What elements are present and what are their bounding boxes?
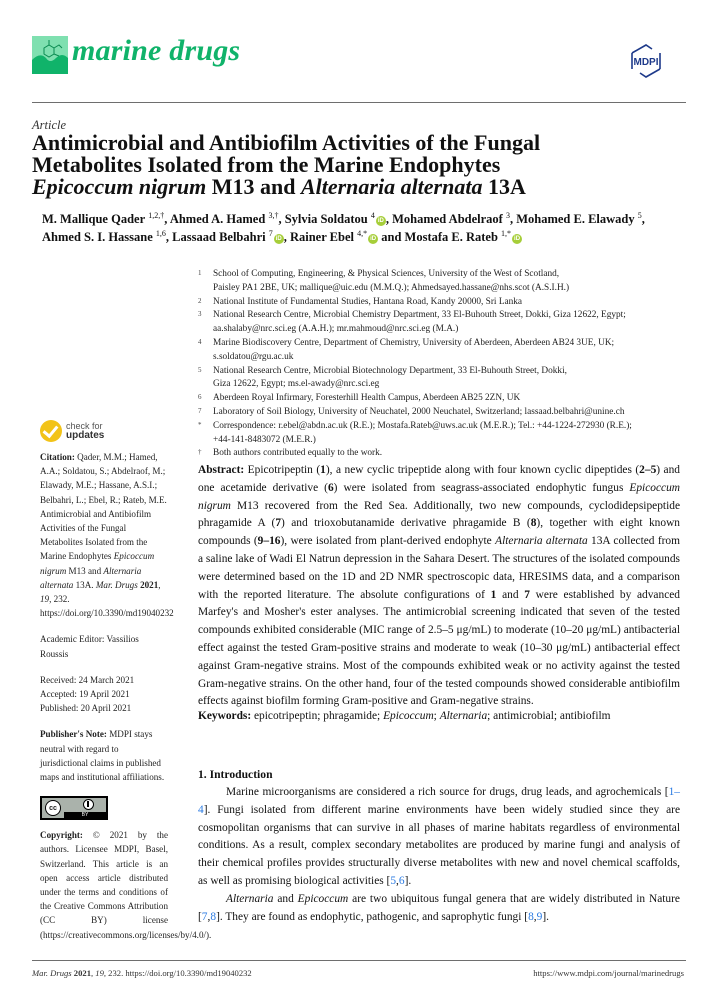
author-name: Mohamed E. Elawady — [516, 212, 635, 226]
affiliation-line: Marine Biodiscovery Centre, Department of Chemistry, University of Aberdeen, Aberdeen AB24 3UE, UK; — [213, 337, 615, 348]
copyright-text: © 2021 by the authors. Licensee MDPI, Basel, Switzerland. This article is an open access article distributed under the terms and conditions of the Creative Commons Attribution (CC BY) license (https://creativecommons.org/licenses/by/4.0/). — [40, 830, 212, 940]
affiliation-mark: 7 — [198, 406, 202, 415]
affiliation-item — [198, 268, 688, 296]
compound-number: 2–5 — [639, 464, 657, 476]
affiliation-line: Aberdeen Royal Infirmary, Foresterhill Health Campus, Aberdeen AB25 2ZN, UK — [213, 393, 521, 404]
publishers-note-text: MDPI stays neutral with regard to jurisdictional claims in published maps and institutional affiliations. — [40, 729, 165, 783]
italic-term: Epicoccum — [383, 710, 434, 722]
section-heading-introduction: 1. Introduction — [198, 768, 273, 781]
author-name: Ahmed S. I. Hassane — [42, 230, 153, 244]
citation-text: M13 and — [66, 565, 104, 576]
text-segment: , — [396, 874, 399, 887]
text-segment: M13 recovered from the Red Sea. Additionally, two new compounds, cyclodidepsipeptide phragamide A ( — [198, 499, 680, 530]
citation-label: Citation: — [40, 452, 75, 462]
cc-by-license-badge[interactable] — [40, 796, 108, 820]
abstract-label: Abstract: — [198, 464, 245, 476]
author-affiliation-marks: 7 — [268, 228, 273, 238]
attribution-person-icon — [83, 799, 94, 810]
text-segment: Epicotripeptin ( — [244, 464, 321, 476]
article-type: Article — [32, 118, 67, 132]
received-date: Received: 24 March 2021 — [40, 674, 135, 685]
text-segment: Marine microorganisms are considered a rich source for drugs, drug leads, and agrochemicals [ — [226, 786, 669, 798]
accepted-date: Accepted: 19 April 2021 — [40, 689, 130, 700]
orcid-icon[interactable]: iD — [377, 218, 384, 224]
citation-text: Qader, M.M.; Hamed, A.A.; Soldatou, S.; Abdelraof, M.; Elawady, M.E.; Hassane, A.S.I.; Belbahri, L.; Ebel, R.; Rateb, M.E. Antimicrobial and Antibiofilm Activities of the Fungal Metabolites Isolated from the Marine Endophytes — [40, 452, 167, 562]
reference-link[interactable]: 5 — [390, 874, 397, 887]
check-updates-line1: check for — [66, 421, 103, 431]
author-name: Lassaad Belbahri — [172, 230, 266, 244]
citation: Citation: Qader, M.M.; Hamed, A.A.; Soldatou, S.; Abdelraof, M.; Elawady, M.E.; Hassane, A.S.I.; Belbahri, L.; Ebel, R.; Rateb, M.E. Antimicrobial and Antibiofilm Activities of the Fungal Metabolites Isolated from the Marine Endophytes Epicoccum nigrum M13 and Alternaria alternata 13A. Mar. Drugs 2021, 19, 232. https://doi.org/10.3390/md19040232 — [40, 452, 174, 619]
text-segment: ]. — [404, 874, 412, 887]
footer-year: 2021 — [73, 968, 91, 978]
author-affiliation-marks: 3 — [505, 210, 510, 220]
cc-by-label: BY — [64, 812, 106, 818]
footer-citation: Mar. Drugs 2021, 19, 232. https://doi.org/10.3390/md19040232 — [32, 968, 252, 978]
reference-link[interactable]: 9 — [536, 910, 543, 923]
text-segment: , — [207, 910, 211, 923]
title-line: Antimicrobial and Antibiofilm Activities of the Fungal — [32, 130, 541, 155]
italic-term: Alternaria — [439, 710, 488, 722]
abstract — [198, 462, 680, 711]
check-icon — [40, 420, 62, 442]
affiliation-mark: 3 — [198, 310, 202, 319]
svg-text:MDPI: MDPI — [633, 57, 659, 68]
footer-journal: Mar. Drugs — [32, 968, 72, 978]
reference-link[interactable]: 7 — [201, 910, 208, 923]
compound-number: 1 — [320, 464, 326, 476]
affiliation-mark: 6 — [198, 393, 202, 402]
text-segment: ]. — [542, 910, 549, 923]
affiliation-line: Both authors contributed equally to the work. — [213, 448, 383, 459]
check-updates-label — [66, 422, 104, 440]
text-segment: ) and one acetamide derivative ( — [198, 464, 681, 494]
affiliation-line: National Research Centre, Microbial Biotechnology Department, 33 El-Buhouth Street, Dokki, — [213, 365, 567, 376]
text-segment: ), a new cyclic tripeptide along with four known cyclic dipeptides ( — [325, 464, 640, 476]
compound-number: 1 — [490, 588, 497, 601]
footer-doi-link[interactable]: , 232. https://doi.org/10.3390/md19040232 — [103, 968, 252, 978]
italic-term: Epicoccum nigrum — [198, 481, 680, 512]
introduction-paragraph — [198, 891, 680, 927]
title-text: 13A — [482, 174, 526, 199]
author[interactable] — [42, 212, 164, 226]
sidebar-metadata — [40, 420, 212, 942]
text-segment: ]. They are found as endophytic, pathogenic, and saprophytic fungi [ — [216, 910, 529, 923]
author-list: M. Mallique Qader $^{1,2,\dagger}$, Ahmed A. Hamed $^{3,\dagger}$, Sylvia Soldatou $^4$iD , Mohamed Abdelraof $^3$, Mohamed E. Elawady $^5$, Ahmed S. I. Hassane $^{1,6}$, Lassaad Belbahri $^7$iD , Rainer Ebel $^{4,*}$iD and Mostafa E. Rateb $^{1,*}$iD — [42, 210, 645, 244]
affiliation-line: Laboratory of Soil Biology, University of Neuchatel, 2000 Neuchatel, Switzerland; lassaad.belbahri@unine.ch — [213, 406, 625, 417]
publication-dates — [40, 673, 168, 716]
orcid-icon[interactable]: iD — [275, 236, 282, 242]
keywords-text — [251, 710, 610, 722]
text-segment: ; — [433, 710, 440, 722]
author-affiliation-marks: 4,* — [357, 228, 368, 238]
author[interactable] — [170, 212, 279, 226]
compound-number: 7 — [275, 517, 282, 530]
journal-header — [32, 34, 682, 100]
citation-doi-link[interactable]: , 232. https://doi.org/10.3390/md19040232 — [40, 594, 174, 619]
affiliation-item — [198, 406, 688, 420]
author-affiliation-marks: 3,† — [268, 210, 279, 220]
affiliation-item — [198, 420, 688, 448]
affiliation-line: School of Computing, Engineering, & Physical Sciences, University of the West of Scotland, — [213, 269, 560, 279]
check-updates-line2: updates — [66, 430, 105, 441]
affiliation-line: National Institute of Fundamental Studies, Hantana Road, Kandy 20000, Sri Lanka — [213, 296, 523, 307]
compound-number: 6 — [327, 481, 334, 494]
affiliation-item — [198, 447, 688, 461]
introduction-paragraph — [198, 784, 680, 891]
title-line — [32, 176, 632, 198]
title-line: Metabolites Isolated from the Marine Endophytes — [32, 152, 501, 177]
affiliation-mark: 2 — [198, 296, 202, 305]
citation-species: Alternaria alternata — [40, 565, 142, 590]
header-divider — [32, 102, 686, 103]
compound-number: 7 — [524, 588, 530, 601]
text-segment: epicotripeptin; phragamide; — [251, 710, 384, 722]
affiliation-mark: 4 — [198, 337, 202, 346]
author-name: Rainer Ebel — [289, 230, 354, 244]
title-species: Alternaria alternata — [300, 174, 483, 199]
article-title — [32, 132, 632, 198]
text-segment: were established by advanced Marfey's and Mosher's ester analyses. The antimicrobial screening indicated that seven of the tested compounds exhibited considerable (MIC range of 2.5–5 μg/mL) to moderate (10–20 μg/mL) antibacterial effect against the tested Gram-positive strains and moderate to weak (10–30 μg/mL) antibacterial effect against Gram-negative strains. Most of the compounds exhibited weak or no activity against the tested Gram-negative strains. On the other hand, four of the tested compounds showed considerable antibiofilm effects against biofilm forming Gram-positive and Gram-negative strains. — [198, 588, 680, 708]
author-affiliation-marks: 1,* — [501, 228, 512, 238]
text-segment: and — [273, 892, 298, 905]
publishers-note — [40, 727, 168, 784]
text-segment: ]. Fungi isolated from different marine environments have been widely studied since they are cosmopolitan organisms that can survive in all phases of marine habitats regardless of environmental conditions. As a result, complex secondary metabolites are produced by marine fungi and analysis of their chemical profiles provides structurally diverse metabolites with new and novel chemical scaffolds, as well as promising biological activities [ — [198, 803, 680, 887]
compound-number: 9–16 — [257, 535, 281, 548]
introduction-body — [198, 784, 680, 926]
author-name: Sylvia Soldatou — [284, 212, 368, 226]
author[interactable] — [172, 230, 284, 244]
affiliation-mark: * — [198, 420, 202, 429]
citation-text: 13A. — [73, 579, 96, 590]
italic-term: Epicoccum — [297, 892, 349, 905]
italic-term: Alternaria — [226, 892, 274, 905]
author[interactable] — [42, 230, 166, 244]
footer-journal-url[interactable]: https://www.mdpi.com/journal/marinedrugs — [533, 968, 684, 978]
author-name: Mostafa E. Rateb — [404, 230, 498, 244]
published-date: Published: 20 April 2021 — [40, 703, 132, 714]
orcid-icon[interactable]: iD — [514, 236, 521, 242]
author[interactable] — [516, 212, 642, 226]
academic-editor: Academic Editor: Vassilios Roussis — [40, 634, 139, 659]
italic-term: Alternaria alternata — [495, 535, 588, 548]
text-segment: 13A collected from a saline lake of Wadi El Natrun depression in the Sahara Desert. The structures of the isolated compounds were determined based on the 1D and 2D NMR spectroscopic data, HRESIMS data, and a comparison with the reported literature. The absolute configurations of — [198, 535, 680, 601]
reference-link[interactable]: 8 — [528, 910, 534, 923]
affiliation-mark: 5 — [198, 365, 202, 374]
cc-icon: cc — [45, 800, 61, 816]
check-for-updates-button[interactable] — [40, 420, 168, 442]
reference-link[interactable]: 6 — [398, 874, 405, 887]
affiliation-line: +44-141-8483072 (M.E.R.) — [213, 434, 316, 445]
affiliations-list — [198, 268, 688, 461]
affiliation-mark: 1 — [198, 269, 202, 277]
citation-year: 2021 — [140, 579, 159, 590]
affiliation-item — [198, 365, 688, 393]
text-segment: and — [496, 588, 525, 601]
author[interactable] — [290, 230, 378, 244]
reference-link[interactable]: 1–4 — [198, 786, 680, 816]
affiliation-line: Paisley PA1 2BE, UK; mallique@uic.edu (M.M.Q.); Ahmedsayed.hassane@nhs.scot (A.S.I.H.) — [213, 282, 570, 293]
author-name: Ahmed A. Hamed — [169, 212, 266, 226]
affiliation-line: National Research Centre, Microbial Chemistry Department, 33 El-Buhouth Street, Dokki, Giza 12622, Egypt; — [213, 310, 626, 321]
affiliation-item — [198, 392, 688, 406]
affiliation-line: Correspondence: r.ebel@abdn.ac.uk (R.E.); Mostafa.Rateb@uws.ac.uk (M.E.R.); Tel.: +44-1224-272930 (R.E.); — [213, 420, 632, 431]
marine-drugs-logo-icon — [32, 36, 68, 74]
affiliation-mark: † — [198, 448, 202, 457]
affiliation-line: aa.shalaby@nrc.sci.eg (A.A.H.); mr.mahmoud@nrc.sci.eg (M.A.) — [213, 324, 459, 335]
footer-divider — [32, 960, 686, 961]
citation-journal: Mar. Drugs — [95, 579, 138, 590]
text-segment: , — [533, 910, 537, 923]
text-segment: ; antimicrobial; antibiofilm — [487, 710, 611, 722]
author[interactable] — [392, 212, 510, 226]
citation-volume: 19 — [40, 594, 50, 605]
author-name: Mohamed Abdelraof — [392, 212, 503, 226]
affiliation-item — [198, 337, 688, 365]
compound-number: 8 — [530, 517, 537, 530]
mdpi-logo-icon — [628, 44, 664, 78]
text-segment: ) and trioxobutanamide derivative phragamide B ( — [281, 517, 531, 530]
title-species: Epicoccum nigrum — [32, 174, 207, 199]
text-segment: are two ubiquitous fungal genera that are widely distributed in Nature [ — [198, 892, 680, 923]
affiliation-line: s.soldatou@rgu.ac.uk — [213, 351, 294, 362]
author-affiliation-marks: 4 — [370, 210, 375, 220]
author-name: M. Mallique Qader — [42, 212, 146, 226]
affiliation-line: Giza 12622, Egypt; ms.el-awady@nrc.sci.eg — [213, 379, 380, 390]
journal-name: marine drugs — [72, 34, 241, 67]
copyright — [40, 828, 212, 942]
author[interactable] — [405, 230, 523, 244]
footer-volume: 19 — [95, 968, 104, 978]
reference-link[interactable]: 8 — [210, 910, 217, 923]
orcid-icon[interactable]: iD — [370, 236, 377, 242]
author-affiliation-marks: 1,6 — [155, 228, 166, 238]
author-affiliation-marks: 5 — [637, 210, 642, 220]
affiliation-item — [198, 309, 688, 337]
author-affiliation-marks: 1,2,† — [148, 210, 165, 220]
text-segment: ), were isolated from plant-derived endophyte — [280, 535, 496, 548]
text-segment: ), together with eight known compounds ( — [198, 517, 680, 548]
keywords-label: Keywords: — [198, 710, 252, 722]
affiliation-item — [198, 296, 688, 310]
abstract-text — [198, 464, 680, 707]
publishers-note-label: Publisher's Note: — [40, 729, 107, 740]
copyright-label: Copyright: — [40, 830, 83, 841]
title-text: M13 and — [206, 174, 301, 199]
keywords — [198, 708, 680, 726]
author[interactable] — [285, 212, 386, 226]
citation-species: Epicoccum nigrum — [40, 551, 155, 576]
text-segment: ) were isolated from seagrass-associated endophytic fungus — [333, 481, 630, 494]
